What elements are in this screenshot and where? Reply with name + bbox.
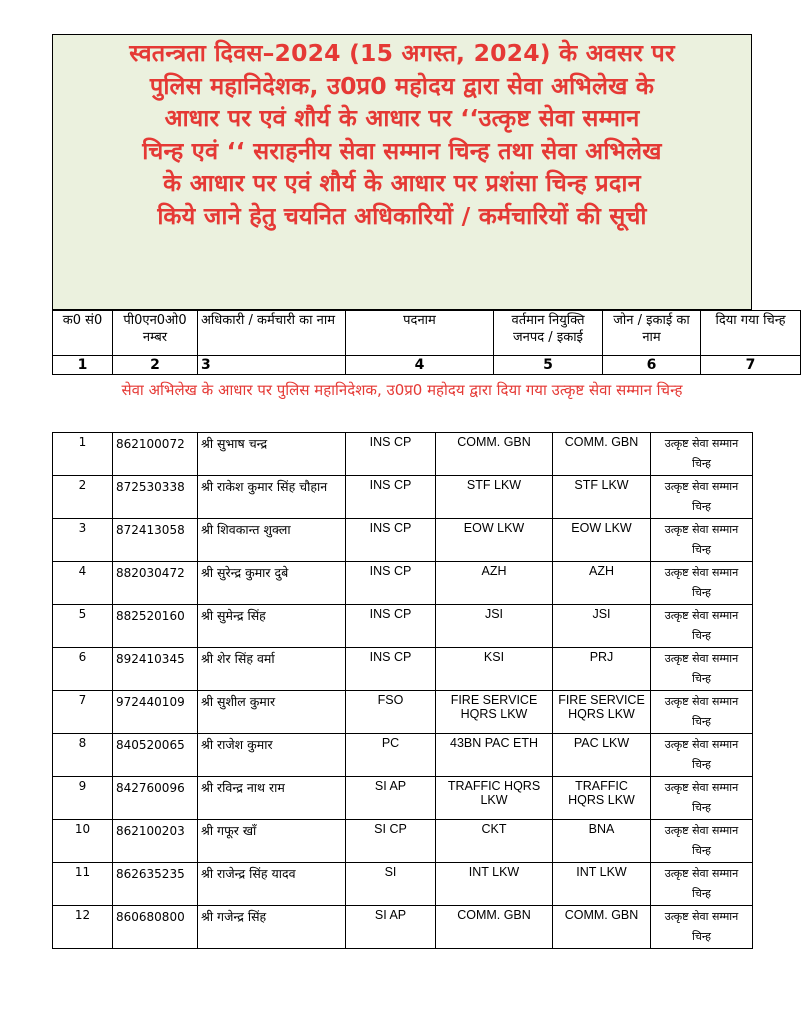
current-posting: AZH <box>436 562 553 605</box>
pno-number: 872530338 <box>113 476 198 519</box>
pno-number: 862100203 <box>113 820 198 863</box>
zone-unit: BNA <box>553 820 651 863</box>
officer-name: श्री राकेश कुमार सिंह चौहान <box>198 476 346 519</box>
serial-number: 3 <box>53 519 113 562</box>
table-row <box>53 691 753 734</box>
column-header-row <box>53 311 801 356</box>
current-posting: TRAFFIC HQRS LKW <box>436 777 553 820</box>
zone-unit: AZH <box>553 562 651 605</box>
award-name: उत्कृष्ट सेवा सम्मान चिन्ह <box>651 691 753 734</box>
award-name: उत्कृष्ट सेवा सम्मान चिन्ह <box>651 476 753 519</box>
table-row <box>53 820 753 863</box>
title-line: आधार पर एवं शौर्य के आधार पर ‘‘उत्कृष्ट सेवा सम्मान <box>164 104 640 132</box>
current-posting: 43BN PAC ETH <box>436 734 553 777</box>
designation: INS CP <box>346 605 436 648</box>
zone-unit: PRJ <box>553 648 651 691</box>
serial-number: 9 <box>53 777 113 820</box>
serial-number: 4 <box>53 562 113 605</box>
officer-name: श्री गफूर खाँ <box>198 820 346 863</box>
column-number-row <box>53 356 801 375</box>
award-name: उत्कृष्ट सेवा सम्मान चिन्ह <box>651 433 753 476</box>
zone-unit: TRAFFIC HQRS LKW <box>553 777 651 820</box>
zone-unit: PAC LKW <box>553 734 651 777</box>
title-line: किये जाने हेतु चयनित अधिकारियों / कर्मचारियों की सूची <box>157 201 647 230</box>
column-header: अधिकारी / कर्मचारी का नाम <box>198 311 346 356</box>
column-header: दिया गया चिन्ह <box>701 311 801 356</box>
pno-number: 860680800 <box>113 906 198 949</box>
officer-name: श्री सुभाष चन्द्र <box>198 433 346 476</box>
zone-unit: JSI <box>553 605 651 648</box>
serial-number: 11 <box>53 863 113 906</box>
table-row <box>53 863 753 906</box>
current-posting: COMM. GBN <box>436 906 553 949</box>
table-row <box>53 734 753 777</box>
table-row <box>53 777 753 820</box>
current-posting: STF LKW <box>436 476 553 519</box>
current-posting: FIRE SERVICE HQRS LKW <box>436 691 553 734</box>
designation: INS CP <box>346 433 436 476</box>
zone-unit: STF LKW <box>553 476 651 519</box>
pno-number: 862635235 <box>113 863 198 906</box>
officer-name: श्री सुमेन्द्र सिंह <box>198 605 346 648</box>
serial-number: 6 <box>53 648 113 691</box>
officer-name: श्री राजेन्द्र सिंह यादव <box>198 863 346 906</box>
table-row <box>53 562 753 605</box>
officer-name: श्री शेर सिंह वर्मा <box>198 648 346 691</box>
serial-number: 8 <box>53 734 113 777</box>
officer-name: श्री सुरेन्द्र कुमार दुबे <box>198 562 346 605</box>
zone-unit: COMM. GBN <box>553 433 651 476</box>
designation: SI CP <box>346 820 436 863</box>
officer-name: श्री रविन्द्र नाथ राम <box>198 777 346 820</box>
officer-name: श्री शिवकान्त शुक्ला <box>198 519 346 562</box>
zone-unit: COMM. GBN <box>553 906 651 949</box>
designation: SI AP <box>346 777 436 820</box>
column-header: जोन / इकाई का नाम <box>603 311 701 356</box>
serial-number: 5 <box>53 605 113 648</box>
designation: INS CP <box>346 476 436 519</box>
award-name: उत्कृष्ट सेवा सम्मान चिन्ह <box>651 863 753 906</box>
column-number: 7 <box>701 356 801 375</box>
officer-name: श्री सुशील कुमार <box>198 691 346 734</box>
awardee-table <box>52 432 753 949</box>
designation: SI <box>346 863 436 906</box>
officer-name: श्री राजेश कुमार <box>198 734 346 777</box>
serial-number: 12 <box>53 906 113 949</box>
award-name: उत्कृष्ट सेवा सम्मान चिन्ह <box>651 906 753 949</box>
award-name: उत्कृष्ट सेवा सम्मान चिन्ह <box>651 777 753 820</box>
column-number: 3 <box>198 356 346 375</box>
column-number: 1 <box>53 356 113 375</box>
title-line: चिन्ह एवं ‘‘ सराहनीय सेवा सम्मान चिन्ह तथा सेवा अभिलेख <box>142 136 662 165</box>
current-posting: COMM. GBN <box>436 433 553 476</box>
column-header: पी0एन0ओ0 नम्बर <box>113 311 198 356</box>
designation: INS CP <box>346 519 436 562</box>
designation: PC <box>346 734 436 777</box>
designation: SI AP <box>346 906 436 949</box>
table-row <box>53 433 753 476</box>
current-posting: CKT <box>436 820 553 863</box>
award-name: उत्कृष्ट सेवा सम्मान चिन्ह <box>651 605 753 648</box>
serial-number: 1 <box>53 433 113 476</box>
zone-unit: EOW LKW <box>553 519 651 562</box>
current-posting: JSI <box>436 605 553 648</box>
award-name: उत्कृष्ट सेवा सम्मान चिन्ह <box>651 519 753 562</box>
pno-number: 882520160 <box>113 605 198 648</box>
designation: FSO <box>346 691 436 734</box>
award-name: उत्कृष्ट सेवा सम्मान चिन्ह <box>651 562 753 605</box>
current-posting: INT LKW <box>436 863 553 906</box>
designation: INS CP <box>346 648 436 691</box>
award-name: उत्कृष्ट सेवा सम्मान चिन्ह <box>651 648 753 691</box>
pno-number: 862100072 <box>113 433 198 476</box>
column-header: वर्तमान नियुक्ति जनपद / इकाई <box>494 311 603 356</box>
title-line: पुलिस महानिदेशक, उ0प्र0 महोदय द्वारा सेवा अभिलेख के <box>149 71 655 100</box>
column-number: 5 <box>494 356 603 375</box>
column-header-table <box>52 310 801 375</box>
zone-unit: FIRE SERVICE HQRS LKW <box>553 691 651 734</box>
column-number: 4 <box>346 356 494 375</box>
title-box <box>52 34 752 310</box>
award-name: उत्कृष्ट सेवा सम्मान चिन्ह <box>651 734 753 777</box>
table-row <box>53 519 753 562</box>
column-number: 6 <box>603 356 701 375</box>
pno-number: 840520065 <box>113 734 198 777</box>
award-name: उत्कृष्ट सेवा सम्मान चिन्ह <box>651 820 753 863</box>
officer-name: श्री गजेन्द्र सिंह <box>198 906 346 949</box>
pno-number: 882030472 <box>113 562 198 605</box>
serial-number: 2 <box>53 476 113 519</box>
current-posting: EOW LKW <box>436 519 553 562</box>
title-line: के आधार पर एवं शौर्य के आधार पर प्रशंसा चिन्ह प्रदान <box>163 169 641 197</box>
column-number: 2 <box>113 356 198 375</box>
section-title: सेवा अभिलेख के आधार पर पुलिस महानिदेशक, उ0प्र0 महोदय द्वारा दिया गया उत्कृष्ट सेवा सम्मान चिन्ह <box>121 381 683 399</box>
current-posting: KSI <box>436 648 553 691</box>
pno-number: 872413058 <box>113 519 198 562</box>
column-header: पदनाम <box>346 311 494 356</box>
zone-unit: INT LKW <box>553 863 651 906</box>
pno-number: 892410345 <box>113 648 198 691</box>
pno-number: 842760096 <box>113 777 198 820</box>
designation: INS CP <box>346 562 436 605</box>
table-row <box>53 605 753 648</box>
serial-number: 7 <box>53 691 113 734</box>
table-row <box>53 906 753 949</box>
table-row <box>53 476 753 519</box>
title-line: स्वतन्त्रता दिवस–2024 (15 अगस्त, 2024) के अवसर पर <box>129 39 675 67</box>
column-header: क0 सं0 <box>53 311 113 356</box>
serial-number: 10 <box>53 820 113 863</box>
table-row <box>53 648 753 691</box>
pno-number: 972440109 <box>113 691 198 734</box>
